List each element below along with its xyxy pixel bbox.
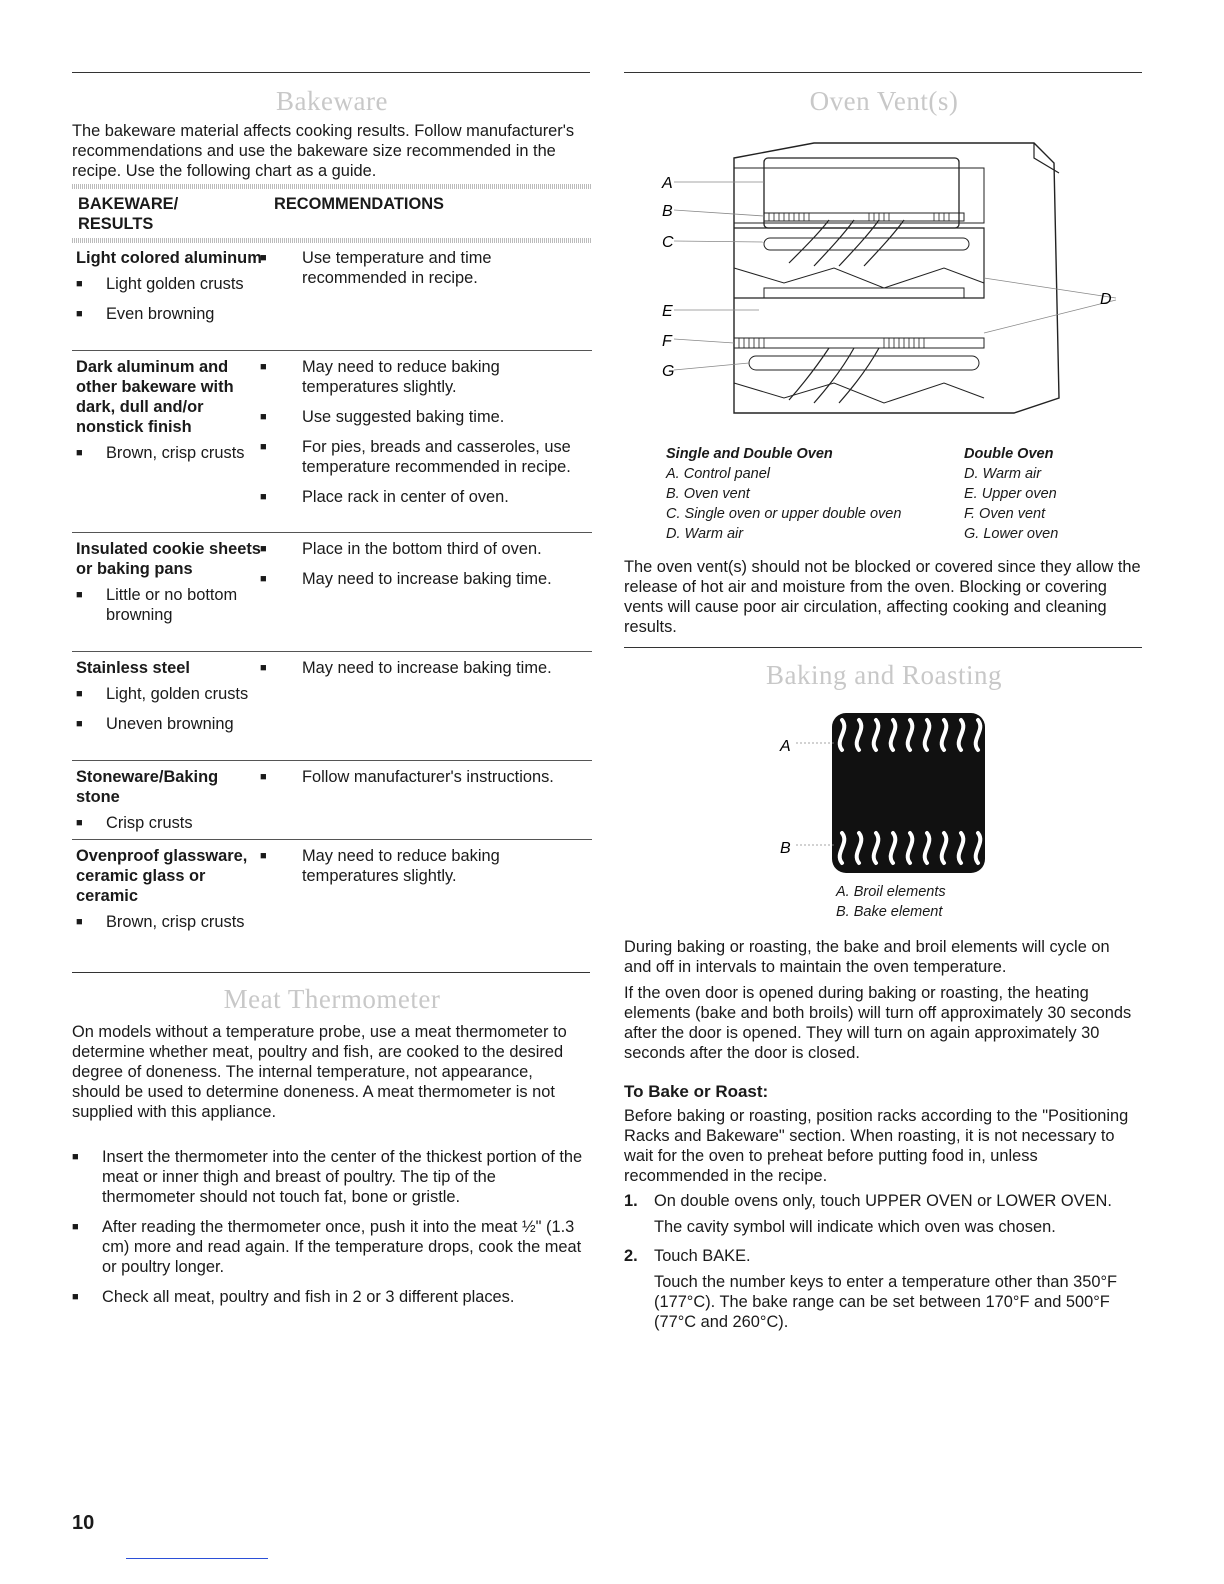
baking-para-1: During baking or roasting, the bake and broil elements will cycle on and off in intervals to maintain the oven temperature. [624,938,1110,976]
bakeware-name: Dark aluminum and other bakeware with dark, dull and/or nonstick finish [76,358,234,436]
recommendation-item: ■ May need to increase baking time. [260,569,592,589]
list-item: ■ Check all meat, poultry and fish in 2 or 3 different places. [72,1287,587,1307]
step-detail: The cavity symbol will indicate which oven was chosen. [654,1218,1056,1236]
oven-elements-diagram [774,705,994,875]
bakeware-name: Insulated cookie sheets or baking pans [76,540,261,578]
result-item: ■ Uneven browning [76,714,262,734]
label-g: G [662,363,675,380]
row-divider [72,350,592,351]
row-divider [72,760,592,761]
bakeware-intro: The bakeware material affects cooking results. Follow manufacturer's recommendations and use the bakeware size recommended in the recipe. Use the following chart as a guide. [72,122,575,180]
baking-para-2: If the oven door is opened during baking or roasting, the heating elements (bake and both broils) will turn off approximately 30 seconds after the door is opened. They will turn on again approximately 30 seconds after the door is closed. [624,984,1132,1062]
caption-line: B. Oven vent [666,486,750,502]
step-number: 1. [624,1192,638,1210]
recommendation-item: ■ Place rack in center of oven. [260,487,592,507]
bakeware-name: Stainless steel [76,659,190,677]
vent-paragraph: The oven vent(s) should not be blocked or covered since they allow the release of hot air and moisture from the oven. Blocking or covering vents will cause poor air circulation, affecting cooking and cleaning results. [624,558,1141,636]
recommendation-item: ■ Place in the bottom third of oven. [260,539,592,559]
step-1 [624,1191,1146,1237]
result-item: ■ Little or no bottom browning [76,585,262,625]
caption-line: G. Lower oven [964,526,1059,542]
footer-link-underline [126,1558,268,1559]
meat-thermometer-title: Meat Thermometer [223,984,441,1014]
step-text: Touch BAKE. [654,1247,751,1265]
caption-line: C. Single oven or upper double oven [666,506,902,522]
bakeware-title: Bakeware [276,86,388,116]
list-item: ■ After reading the thermometer once, push it into the meat ½" (1.3 cm) more and read again. If the temperature drops, cook the meat or poultry longer. [72,1217,587,1277]
section-divider [72,972,590,973]
baking-roasting-title: Baking and Roasting [766,660,1002,690]
label-c: C [662,234,674,251]
recommendation-item: ■ For pies, breads and casseroles, use temperature recommended in recipe. [260,437,592,477]
page-number: 10 [72,1512,95,1534]
result-item: ■ Crisp crusts [76,813,262,833]
step-text: On double ovens only, touch UPPER OVEN or LOWER OVEN. [654,1192,1112,1210]
step-2 [624,1246,1134,1332]
label-a: A [780,738,791,755]
caption-line: F. Oven vent [964,506,1046,522]
table-header-recommendations: RECOMMENDATIONS [274,195,444,213]
table-header-rule [72,238,592,243]
meat-intro: On models without a temperature probe, use a meat thermometer to determine whether meat, poultry and fish, are cooked to the desired degree of doneness. The internal temperature, not appearance, should be used to determine doneness. A meat thermometer is not supplied with this appliance. [72,1023,567,1121]
result-item: ■ Brown, crisp crusts [76,443,262,463]
table-header-bakeware: BAKEWARE/ RESULTS [78,195,179,233]
to-bake-heading: To Bake or Roast: [624,1082,769,1101]
bakeware-name: Stoneware/Baking stone [76,768,219,806]
recommendation-item: ■ Use temperature and time recommended in recipe. [260,248,592,288]
caption-title: Double Oven [964,446,1054,462]
label-b: B [780,840,791,857]
bakeware-name: Light colored aluminum [76,249,262,267]
baking-para-3: Before baking or roasting, position racks according to the "Positioning Racks and Bakeware" section. When roasting, it is not necessary to wait for the oven to preheat before putting food in, unless recommended in the recipe. [624,1107,1129,1185]
caption-line: A. Broil elements [836,884,946,900]
result-item: ■ Brown, crisp crusts [76,912,262,932]
label-a: A [662,175,673,192]
recommendation-item: ■ May need to reduce baking temperatures slightly. [260,846,592,886]
recommendation-item: ■ Use suggested baking time. [260,407,592,427]
label-f: F [662,333,672,350]
row-divider [72,839,592,840]
oven-vents-title: Oven Vent(s) [809,86,959,116]
result-item: ■ Even browning [76,304,262,324]
caption-line: B. Bake element [836,904,943,920]
vent-caption-left [666,444,966,544]
section-divider [72,72,590,73]
caption-line: E. Upper oven [964,486,1057,502]
vent-caption-right [964,444,1134,544]
meat-bullets [72,1147,587,1317]
label-d: D [1100,291,1112,308]
caption-line: D. Warm air [666,526,744,542]
result-item: ■ Light golden crusts [76,274,262,294]
bakeware-name: Ovenproof glassware, ceramic glass or ceramic [76,847,248,905]
list-item: ■ Insert the thermometer into the center of the thickest portion of the meat or inner thigh and breast of poultry. The tip of the thermometer should not touch fat, bone or gristle. [72,1147,587,1207]
step-number: 2. [624,1247,638,1265]
table-top-rule [72,184,592,189]
label-b: B [662,203,673,220]
step-detail: Touch the number keys to enter a temperature other than 350°F (177°C). The bake range can be set between 170°F and 500°F (77°C and 260°C). [654,1273,1118,1331]
result-item: ■ Light, golden crusts [76,684,262,704]
caption-line: A. Control panel [666,466,770,482]
caption-title: Single and Double Oven [666,446,833,462]
row-divider [72,532,592,533]
elements-caption [836,882,1036,922]
recommendation-item: ■ May need to reduce baking temperatures slightly. [260,357,592,397]
section-divider [624,72,1142,73]
recommendation-item: ■ May need to increase baking time. [260,658,592,678]
label-e: E [662,303,673,320]
oven-vent-diagram [654,138,1124,438]
recommendation-item: ■ Follow manufacturer's instructions. [260,767,592,787]
row-divider [72,651,592,652]
caption-line: D. Warm air [964,466,1042,482]
section-divider [624,647,1142,648]
